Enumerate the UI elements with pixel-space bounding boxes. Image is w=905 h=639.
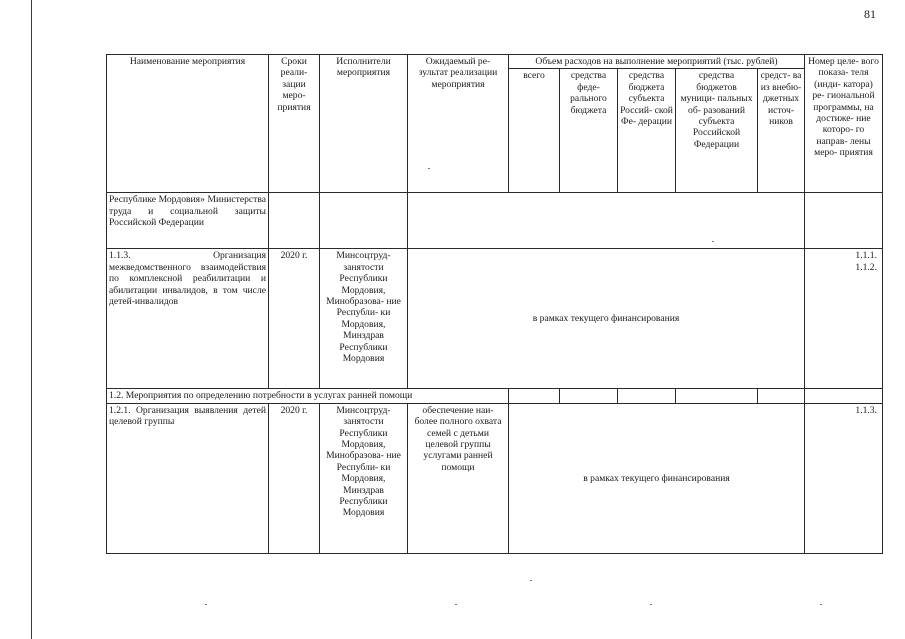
header-row-1	[107, 55, 883, 69]
section-cell-offbudget	[758, 389, 805, 403]
header-municipal-budget: средства бюджетов муници- пальных об- разований субъекта Российской Федерации	[676, 69, 758, 193]
scan-speck	[650, 604, 652, 605]
continuation-row	[107, 193, 883, 249]
section-cell-municipal	[676, 389, 758, 403]
activity-expected-result: обеспечение наи- более полного охвата семей с детьми целевой группы услугами ранней помощи	[408, 403, 509, 553]
continuation-indicator	[805, 193, 883, 249]
activity-financing	[509, 403, 805, 553]
section-row-1-2	[107, 389, 883, 403]
header-expected-result: Ожидаемый ре- зультат реализации мероприятия	[408, 55, 509, 193]
header-expenses: Объем расходов на выполнение мероприятий (тыс. рублей)	[509, 55, 805, 69]
activity-term: 2020 г.	[269, 403, 320, 553]
activity-name: 1.2.1. Организация выявления детей целевой группы	[107, 403, 269, 553]
header-regional-budget: средства бюджета субъекта Россий- ской Фе- дерации	[618, 69, 676, 193]
section-cell-federal	[560, 389, 618, 403]
activity-indicator	[805, 249, 883, 389]
activity-indicator: 1.1.3.	[805, 403, 883, 553]
activity-financing-text: в рамках текущего финансирования	[532, 313, 680, 325]
activity-row-1-2-1	[107, 403, 883, 553]
continuation-financing	[408, 193, 805, 249]
scan-speck	[820, 604, 822, 605]
continuation-name: Республике Мордовия» Министерства труда и социальной защиты Российской Федерации	[107, 193, 269, 249]
activity-row-1-1-3	[107, 249, 883, 389]
header-off-budget: средст- ва из внебю- джетных источ- ников	[758, 69, 805, 193]
section-title: 1.2. Мероприятия по определению потребности в услугах ранней помощи	[107, 389, 509, 403]
scan-speck	[455, 604, 457, 605]
activity-term: 2020 г.	[269, 249, 320, 389]
header-indicator-number: Номер целе- вого показа- теля (инди- катора) ре- гиональной программы, на достиже- ние которо- го направ- лены меро- приятия	[805, 55, 883, 193]
section-cell-total	[509, 389, 560, 403]
activity-executors: Минсоцтруд- занятости Республики Мордовия, Минобразова- ние Республи- ки Мордовия, Минздрав Республики Мордовия	[320, 403, 408, 553]
header-executors: Исполнители мероприятия	[320, 55, 408, 193]
header-federal-budget: средства феде- рального бюджета	[560, 69, 618, 193]
section-cell-indicator	[805, 389, 883, 403]
header-activity-name: Наименование мероприятия	[107, 55, 269, 193]
header-terms: Сроки реали- зации меро- приятия	[269, 55, 320, 193]
activity-financing-text: в рамках текущего финансирования	[583, 472, 730, 484]
section-cell-regional	[618, 389, 676, 403]
page-number: 81	[864, 7, 876, 21]
header-total: всего	[509, 69, 560, 193]
scan-speck	[205, 604, 207, 605]
activity-executors: Минсоцтруд- занятости Республики Мордовия, Минобразова- ние Республи- ки Мордовия, Минздрав Республики Мордовия	[320, 249, 408, 389]
scan-speck	[530, 580, 532, 581]
activity-financing	[408, 249, 805, 389]
activity-name: 1.1.3. Организация межведомственного взаимодействия по комплексной реабилитации и абилитации инвалидов, в том числе детей-инвалидов	[107, 249, 269, 389]
scan-speck	[712, 241, 714, 242]
indicator-item: 1.1.2.	[855, 261, 877, 273]
continuation-term	[269, 193, 320, 249]
program-activities-table	[106, 54, 883, 554]
indicator-item: 1.1.1.	[855, 250, 877, 262]
scan-speck	[428, 168, 430, 169]
scan-page-edge	[31, 0, 32, 639]
continuation-executors	[320, 193, 408, 249]
